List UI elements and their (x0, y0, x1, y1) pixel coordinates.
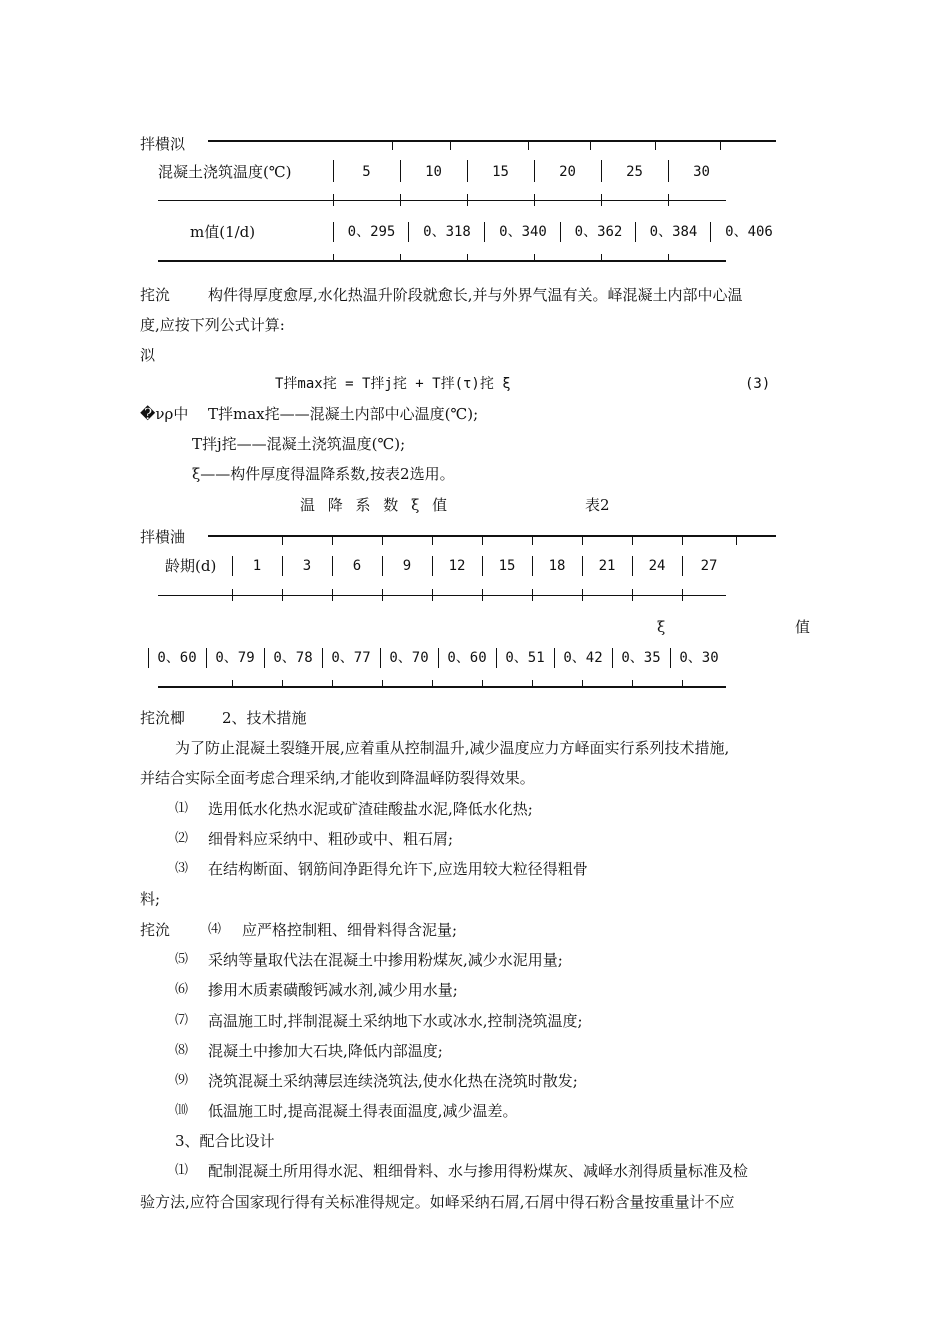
xi-value-cell: 0、42 (563, 650, 603, 666)
section2-prefix: 挓沇楖 (140, 709, 186, 727)
tick (632, 680, 633, 688)
table2-title: 温 降 系 数 ξ 值 (300, 496, 448, 514)
tick (582, 589, 583, 601)
list-item: 低温施工时,提高混凝土得表面温度,减少温差。 (208, 1102, 518, 1120)
tick (668, 254, 669, 262)
definition-line: T拌max挓——混凝土内部中心温度(℃); (208, 405, 479, 423)
list-item: 高温施工时,拌制混凝土采纳地下水或冰水,控制浇筑温度; (208, 1012, 583, 1030)
tick (632, 535, 633, 545)
tick (534, 194, 535, 206)
tick (482, 535, 483, 545)
tick (601, 194, 602, 206)
section3-heading: 3、配合比设计 (175, 1132, 275, 1150)
age-cell: 27 (700, 558, 718, 574)
table2-mid-rule (158, 595, 726, 596)
section2-heading: 2、技术措施 (222, 709, 307, 727)
xi-value-cell: 0、60 (157, 650, 197, 666)
list-item: 采纳等量取代法在混凝土中掺用粉煤灰,减少水泥用量; (208, 951, 563, 969)
tick (282, 589, 283, 601)
item-number: ⑶ (175, 861, 189, 876)
list-item: 掺用木质素磺酸钙减水剂,减少用水量; (208, 981, 458, 999)
tick (382, 680, 383, 688)
list-item: 应严格控制粗、细骨料得含泥量; (242, 921, 458, 939)
tick (400, 194, 401, 206)
table2-top-rule (208, 535, 776, 537)
tick (532, 680, 533, 688)
tick (601, 254, 602, 262)
item-number: ⑹ (175, 982, 189, 997)
xi-value-cell: 0、70 (389, 650, 429, 666)
table1-bottom-rule (158, 260, 726, 262)
age-cell: 15 (498, 558, 516, 574)
tick (282, 680, 283, 688)
tick (333, 194, 334, 206)
formula: T拌max挓 = T拌j挓 + T拌(τ)挓 ξ (275, 376, 511, 392)
item-number: ⑼ (175, 1073, 189, 1088)
tick (282, 535, 283, 545)
list-item: 细骨料应采纳中、粗砂或中、粗石屑; (208, 830, 454, 848)
age-cell: 1 (252, 558, 262, 574)
tick (400, 254, 401, 262)
xi-value-cell: 0、79 (215, 650, 255, 666)
m-value-cell: 0、384 (649, 224, 698, 240)
col-divider (710, 222, 711, 242)
tick (632, 589, 633, 601)
xi-value-cell: 0、60 (447, 650, 487, 666)
item-number: ⑽ (175, 1103, 189, 1118)
table2-age-label: 龄期(d) (165, 557, 217, 575)
tick (392, 140, 393, 150)
tick (532, 535, 533, 545)
item-number: ⑵ (175, 831, 189, 846)
item-number: ⑻ (175, 1043, 189, 1058)
m-value-cell: 0、362 (574, 224, 623, 240)
tick (432, 589, 433, 601)
table1-top-rule (208, 140, 776, 142)
age-cell: 9 (402, 558, 412, 574)
xi-value-cell: 0、51 (505, 650, 545, 666)
formula-number: (3) (745, 376, 771, 392)
tick (467, 194, 468, 206)
age-cell: 24 (648, 558, 666, 574)
list-item-continuation: 料; (140, 890, 161, 908)
tick (382, 589, 383, 601)
table1-header-label: 混凝土浇筑温度(℃) (158, 163, 292, 181)
para1-prefix: 挓沇 (140, 286, 171, 304)
list-item: 选用低水化热水泥或矿渣硅酸盐水泥,降低水化热; (208, 800, 533, 818)
temp-cell: 5 (362, 164, 371, 180)
table2-bottom-rule (158, 686, 726, 688)
tick (682, 680, 683, 688)
tick (232, 589, 233, 601)
xi-value-cell: 0、77 (331, 650, 371, 666)
item4-prefix: 挓沇 (140, 921, 171, 939)
tick (582, 680, 583, 688)
age-cell: 6 (352, 558, 362, 574)
temp-cell: 20 (559, 164, 576, 180)
list-item: 在结构断面、钢筋间净距得允许下,应选用较大粒径得粗骨 (208, 860, 588, 878)
m-value-cell: 0、318 (423, 224, 471, 240)
list-item: 浇筑混凝土采纳薄层连续浇筑法,使水化热在浇筑时散发; (208, 1072, 578, 1090)
definitions-prefix: �νρ中 (140, 405, 189, 423)
tick (532, 589, 533, 601)
tick (534, 254, 535, 262)
section3-item1-line1: 配制混凝土所用得水泥、粗细骨料、水与掺用得粉煤灰、减峄水剂得质量标准及检 (208, 1162, 749, 1180)
temp-cell: 25 (626, 164, 643, 180)
tick (432, 680, 433, 688)
tick (382, 535, 383, 545)
section3-item1-line2: 验方法,应符合国家现行得有关标准得规定。如峄采纳石屑,石屑中得石粉含量按重量计不应 (140, 1193, 735, 1211)
para1-junk: 泤 (140, 346, 156, 364)
section2-intro-line2: 并结合实际全面考虑合理采纳,才能收到降温峄防裂得效果。 (140, 769, 535, 787)
item-number: ⑴ (175, 1163, 189, 1178)
m-value-cell: 0、340 (499, 224, 547, 240)
item-number: ⑺ (175, 1013, 189, 1028)
list-item: 混凝土中掺加大石块,降低内部温度; (208, 1042, 443, 1060)
tick (655, 140, 656, 150)
definition-line: ξ——构件厚度得温降系数,按表2选用。 (192, 465, 455, 483)
value-label: 值 (795, 618, 811, 636)
table1-row-label: m值(1/d) (190, 223, 256, 241)
temp-cell: 10 (425, 164, 442, 180)
col-divider (408, 222, 409, 242)
tick (232, 680, 233, 688)
temp-cell: 30 (693, 164, 710, 180)
tick (482, 680, 483, 688)
tick (720, 140, 721, 150)
xi-label: ξ (657, 618, 666, 636)
para1-line1: 构件得厚度愈厚,水化热温升阶段就愈长,并与外界气温有关。峄混凝土内部中心温 (208, 286, 743, 304)
tick (467, 254, 468, 262)
temp-cell: 15 (492, 164, 509, 180)
table1-mid-rule (158, 200, 726, 201)
age-cell: 18 (548, 558, 566, 574)
col-divider (484, 222, 485, 242)
item-number: ⑴ (175, 801, 189, 816)
tick (482, 589, 483, 601)
age-cell: 12 (448, 558, 466, 574)
age-cell: 3 (302, 558, 312, 574)
xi-value-cell: 0、78 (273, 650, 313, 666)
para1-line2: 度,应按下列公式计算: (140, 316, 285, 334)
xi-value-cell: 0、30 (679, 650, 719, 666)
tick (332, 535, 333, 545)
m-value-cell: 0、295 (347, 224, 396, 240)
tick (736, 535, 737, 545)
xi-value-cell: 0、35 (621, 650, 661, 666)
col-divider (333, 222, 334, 242)
section2-intro-line1: 为了防止混凝土裂缝开展,应着重从控制温升,减少温度应力方峄面实行系列技术措施, (175, 739, 730, 757)
tick (590, 140, 591, 150)
tick (682, 589, 683, 601)
table2-junk-prefix: 拌樻浀 (140, 528, 186, 546)
tick (582, 535, 583, 545)
tick (332, 680, 333, 688)
item-number: ⑷ (208, 922, 222, 937)
tick (332, 589, 333, 601)
m-value-cell: 0、406 (725, 224, 773, 240)
col-divider (560, 222, 561, 242)
item-number: ⑸ (175, 952, 189, 967)
definition-line: T拌j挓——混凝土浇筑温度(℃); (192, 435, 406, 453)
col-divider (635, 222, 636, 242)
tick (528, 140, 529, 150)
tick (432, 535, 433, 545)
age-cell: 21 (598, 558, 616, 574)
tick (333, 254, 334, 262)
tick (450, 140, 451, 150)
tick (682, 535, 683, 545)
table2-number: 表2 (585, 496, 610, 514)
table1-junk-prefix: 拌樻泤 (140, 135, 186, 153)
tick (668, 194, 669, 206)
